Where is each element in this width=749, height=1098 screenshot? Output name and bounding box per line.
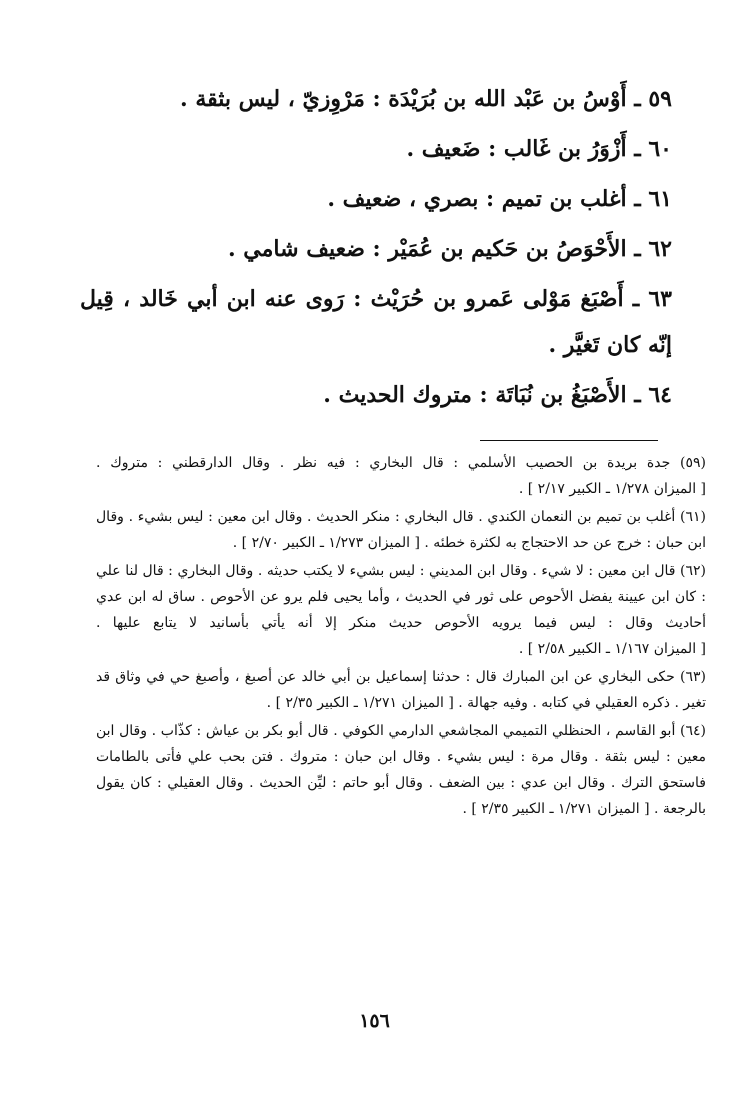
footnote-divider [480,440,658,441]
footnote-61 [96,504,706,556]
entry-61: ٦١ ـ أغلب بن تميم : بصري ، ضعيف . [327,186,672,212]
footnote-reference: [ الميزان ١/٢٧١ ـ الكبير ٢/٣٥ ] . [462,801,650,817]
footnote-62 [96,558,706,662]
footnote-text: (٥٩) جدة بريدة بن الحصيب الأسلمي : قال البخاري : فيه نظر . وقال الدارقطني : متروك . [96,455,706,471]
footnote-reference: [ الميزان ١/٢٧٨ ـ الكبير ٢/١٧ ] . [518,481,706,497]
footnote-reference: [ الميزان ١/٢٧٣ ـ الكبير ٢/٧٠ ] . [232,535,420,551]
page-number: ١٥٦ [359,1010,390,1032]
footnote-text: (٦٤) أبو القاسم ، الحنظلي التميمي المجاشعي الدارمي الكوفي . قال أبو بكر بن عياش : كذّاب . وقال ابن معين : ليس بثقة . وقال مرة : ليس بشيء . وقال ابن حبان : متروك . فتن بحب علي فأتى بالطامات فاستحق الترك . وقال ابن عدي : بين الضعف . وقال أبو حاتم : ليِّن الحديث . وقال العقيلي : كان يقول بالرجعة . [96,723,706,817]
entry-60: ٦٠ ـ أَزْوَرُ بن غَالب : ضَعيف . [406,136,672,162]
footnote-text: (٦١) أغلب بن تميم بن النعمان الكندي . قال البخاري : منكر الحديث . وقال ابن معين : ليس بشيء . وقال ابن حبان : خرج عن حد الاحتجاج به لكثرة خطئه . [96,509,706,551]
entry-62: ٦٢ ـ الأَحْوَصُ بن حَكيم بن عُمَيْر : ضعيف شامي . [227,236,672,262]
footnote-63 [96,664,706,716]
footnote-59 [96,450,706,502]
footnote-text: (٦٣) حكى البخاري عن ابن المبارك قال : حدثنا إسماعيل بن أبي خالد عن أصبغ ، وأصبغ حي في وثاق قد تغير . ذكره العقيلي في كتابه . وفيه جهالة . [96,669,706,711]
footnote-reference: [ الميزان ١/١٦٧ ـ الكبير ٢/٥٨ ] . [518,641,706,657]
entry-64: ٦٤ ـ الأَصْبَغُ بن نُبَاتَة : متروك الحديث . [323,382,672,408]
entry-59: ٥٩ ـ أَوْسُ بن عَبْد الله بن بُرَيْدَة : مَرْوِزيّ ، ليس بثقة . [180,86,672,112]
footnotes [96,450,706,824]
narrator-entries [80,76,680,422]
footnote-64 [96,718,706,822]
footnote-text: (٦٢) قال ابن معين : لا شيء . وقال ابن المديني : ليس بشيء لا يكتب حديثه . وقال البخاري : قال لنا علي : كان ابن عيينة يفضل الأحوص على ثور في الحديث ، وأما يحيى فلم يرو عن الأحوص . ساق له ابن عدي أحاديث وقال : ليس فيما يرويه الأحوص حديث منكر إلا أنه يأتي بأسانيد لا يتابع عليها . [96,563,706,631]
footnote-reference: [ الميزان ١/٢٧١ ـ الكبير ٢/٣٥ ] . [266,695,454,711]
entry-63: ٦٣ ـ أَصْبَغ مَوْلى عَمرو بن حُرَيْث : رَوى عنه ابن أبي خَالد ، قِيل إنّه كان تَغيَّر . [80,286,672,358]
